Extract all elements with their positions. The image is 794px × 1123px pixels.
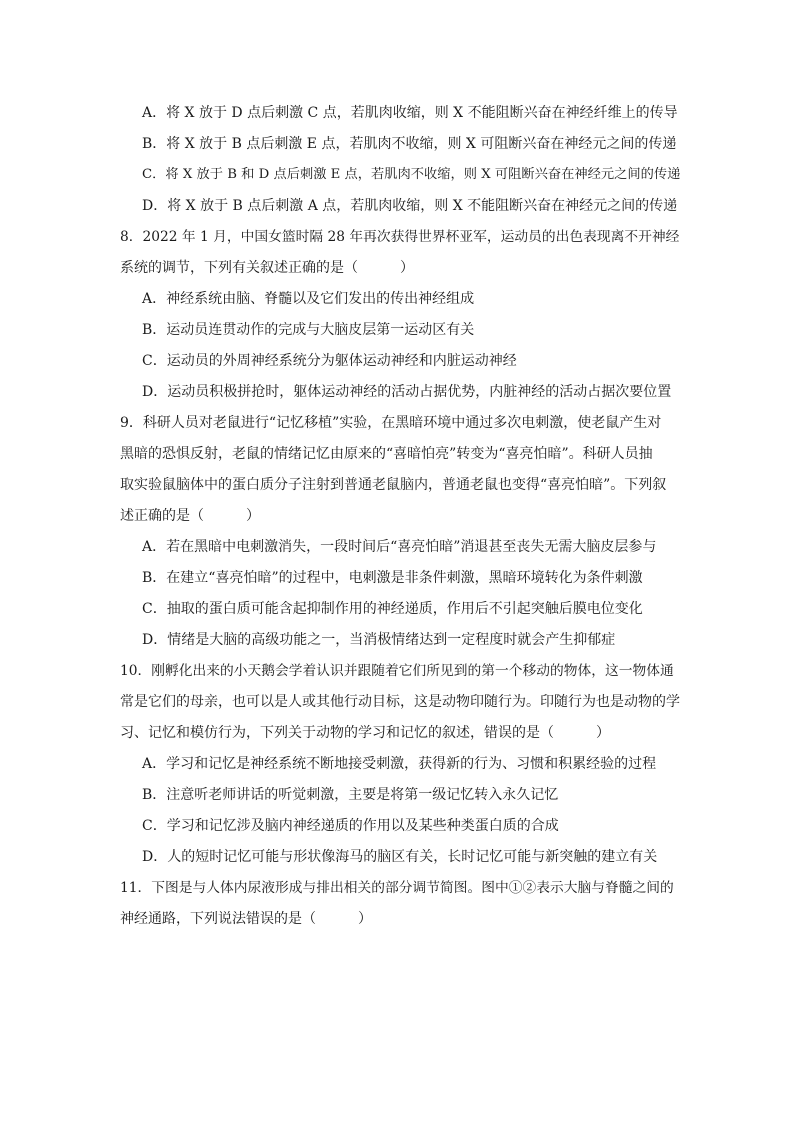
q10-option-a: A．学习和记忆是神经系统不断地接受刺激，获得新的行为、习惯和积累经验的过程	[142, 756, 657, 772]
q7-option-b: B．将 X 放于 B 点后刺激 E 点，若肌肉不收缩，则 X 可阻断兴奋在神经元之间的传递	[142, 136, 677, 152]
q9-stem-line-2: 黑暗的恐惧反射，老鼠的情绪记忆由原来的“喜暗怕亮”转变为“喜亮怕暗”。科研人员抽	[120, 446, 653, 462]
q10-stem-line-3: 习、记忆和模仿行为，下列关于动物的学习和记忆的叙述，错误的是（ ）	[120, 725, 610, 741]
q10-option-c: C．学习和记忆涉及脑内神经递质的作用以及某些种类蛋白质的合成	[142, 818, 559, 834]
q8-option-b: B．运动员连贯动作的完成与大脑皮层第一运动区有关	[142, 322, 475, 338]
q10-stem-line-1: 10．刚孵化出来的小天鹅会学着认识并跟随着它们所见到的第一个移动的物体，这一物体通	[120, 663, 674, 679]
q7-option-c: C．将 X 放于 B 和 D 点后刺激 E 点，若肌肉不收缩，则 X 可阻断兴奋在神经元之间的传递	[142, 167, 681, 182]
q11-stem-line-2: 神经通路，下列说法错误的是（ ）	[120, 911, 372, 927]
q9-option-c: C．抽取的蛋白质可能含起抑制作用的神经递质，作用后不引起突触后膜电位变化	[142, 601, 643, 617]
q9-option-d: D．情绪是大脑的高级功能之一，当消极情绪达到一定程度时就会产生抑郁症	[142, 632, 616, 648]
q7-option-d: D．将 X 放于 B 点后刺激 A 点，若肌肉收缩，则 X 不能阻断兴奋在神经元之间的传递	[142, 198, 678, 214]
q8-option-a: A．神经系统由脑、脊髓以及它们发出的传出神经组成	[142, 291, 475, 307]
q9-option-b: B．在建立“喜亮怕暗”的过程中，电刺激是非条件刺激，黑暗环境转化为条件刺激	[142, 570, 643, 586]
q8-stem-line-2: 系统的调节，下列有关叙述正确的是（ ）	[120, 260, 414, 276]
q10-option-b: B．注意听老师讲话的听觉刺激，主要是将第一级记忆转入永久记忆	[142, 787, 559, 803]
q8-option-d: D．运动员积极拼抢时，躯体运动神经的活动占据优势，内脏神经的活动占据次要位置	[142, 384, 672, 400]
q11-stem-line-1: 11．下图是与人体内尿液形成与排出相关的部分调节简图。图中①②表示大脑与脊髓之间的	[120, 880, 674, 896]
q9-stem-line-4: 述正确的是（ ）	[120, 508, 260, 524]
q7-option-a: A．将 X 放于 D 点后刺激 C 点，若肌肉收缩，则 X 不能阻断兴奋在神经纤维上的传导	[142, 105, 678, 121]
q8-stem-line-1: 8．2022 年 1 月，中国女篮时隔 28 年再次获得世界杯亚军，运动员的出色表现离不开神经	[120, 229, 680, 245]
q10-option-d: D．人的短时记忆可能与形状像海马的脑区有关，长时记忆可能与新突触的建立有关	[142, 849, 658, 865]
q9-stem-line-1: 9．科研人员对老鼠进行“记忆移植”实验，在黑暗环境中通过多次电刺激，使老鼠产生对	[120, 415, 662, 431]
q10-stem-line-2: 常是它们的母亲，也可以是人或其他行动目标，这是动物印随行为。印随行为也是动物的学	[120, 694, 680, 710]
q8-option-c: C．运动员的外周神经系统分为躯体运动神经和内脏运动神经	[142, 353, 517, 369]
q9-stem-line-3: 取实验鼠脑体中的蛋白质分子注射到普通老鼠脑内，普通老鼠也变得“喜亮怕暗”。下列叙	[120, 477, 667, 493]
q9-option-a: A．若在黑暗中电刺激消失，一段时间后“喜亮怕暗”消退甚至丧失无需大脑皮层参与	[142, 539, 657, 555]
